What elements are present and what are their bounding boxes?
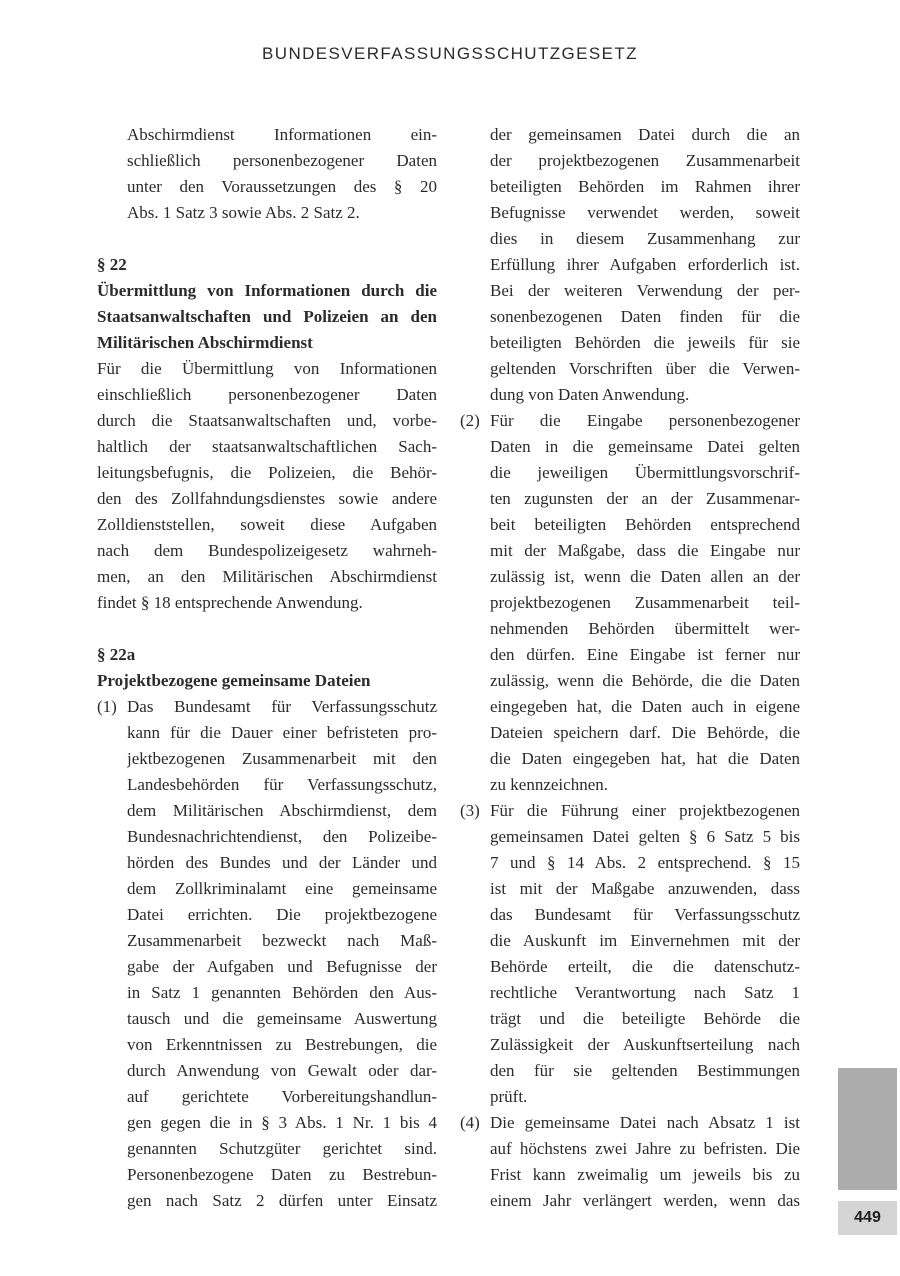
section-number: § 22a [97,645,136,664]
text-line: den des Zollfahndungsdienstes sowie andere [97,489,437,508]
text-line: Abschirmdienst Informationen ein- [127,125,437,144]
text-line: ist mit der Maßgabe anzuwenden, dass [490,879,800,898]
text-line: trägt und die beteiligte Behörde die [490,1009,800,1028]
text-line: kann für die Dauer einer befristeten pro- [127,723,437,742]
text-line: Datei errichten. Die projektbezogene [127,905,437,924]
text-line: durch Anwendung von Gewalt oder dar- [127,1061,437,1080]
numbered-item [460,408,800,798]
text-line: Das Bundesamt für Verfassungsschutz [127,697,437,716]
text-line: einschließlich personenbezogener Daten [97,385,437,404]
item-marker: (4) [460,1113,480,1132]
text-line: durch die Staatsanwaltschaften und, vorbe- [97,411,437,430]
text-line: Bei der weiteren Verwendung der per- [490,281,800,300]
text-line: nach dem Bundespolizeigesetz wahrneh- [97,541,437,560]
numbered-item [460,1110,800,1214]
text-line: Für die Übermittlung von Informationen [97,359,437,378]
text-line: Für die Führung einer projektbezogenen [490,801,800,820]
text-line: findet § 18 entsprechende Anwendung. [97,593,363,612]
text-line: Behörde erteilt, die die datenschutz- [490,957,800,976]
text-line: Zolldienststellen, soweit diese Aufgaben [97,515,437,534]
text-line: Projektbezogene gemeinsame Dateien [97,671,371,690]
text-line: zu kennzeichnen. [490,775,608,794]
text-line: Bundesnachrichtendienst, den Polizeibe- [127,827,437,846]
text-line: beit beteiligten Behörden entsprechend [490,515,800,534]
text-line: projektbezogenen Zusammenarbeit teil- [490,593,800,612]
text-line: der gemeinsamen Datei durch die an [490,125,800,144]
left-text-column [97,122,437,1214]
text-line: das Bundesamt für Verfassungsschutz [490,905,800,924]
text-line: Abs. 1 Satz 3 sowie Abs. 2 Satz 2. [127,203,360,222]
text-line: einem Jahr verlängert werden, wenn das [490,1191,800,1210]
text-line: beteiligten Behörden im Rahmen ihrer [490,177,800,196]
text-line: prüft. [490,1087,528,1106]
item-marker: (3) [460,801,480,820]
paragraph [460,122,800,408]
text-line: Dateien speichern darf. Die Behörde, die [490,723,800,742]
text-line: genannten Schutzgüter gerichtet sind. [127,1139,437,1158]
text-line: dem Zollkriminalamt eine gemeinsame [127,879,437,898]
text-line: dies in diesem Zusammenhang zur [490,229,800,248]
paragraph [97,356,437,616]
text-line: men, an den Militärischen Abschirmdienst [97,567,437,586]
text-line: die Daten eingegeben hat, hat die Daten [490,749,800,768]
text-line: dem Militärischen Abschirmdienst, dem [127,801,437,820]
text-line: Befugnisse verwendet werden, soweit [490,203,800,222]
item-marker: (1) [97,697,117,716]
text-line: Übermittlung von Informationen durch die [97,281,437,300]
section-number: § 22 [97,255,127,274]
text-line: Staatsanwaltschaften und Polizeien an den [97,307,437,326]
page-number: 449 [854,1209,881,1226]
page-number-tab [838,1201,897,1235]
section-title [97,278,437,356]
text-line: zulässig ist, wenn die Daten allen an der [490,567,800,586]
section-title [97,668,437,694]
running-head-title: BUNDESVERFASSUNGSSCHUTZGESETZ [262,44,638,63]
text-line: Die gemeinsame Datei nach Absatz 1 ist [490,1113,800,1132]
text-line: dung von Daten Anwendung. [490,385,690,404]
text-line: Landesbehörden für Verfassungsschutz, [127,775,437,794]
text-line: beteiligten Behörden die jeweils für sie [490,333,800,352]
text-line: gemeinsamen Datei gelten § 6 Satz 5 bis [490,827,800,846]
numbered-item [97,694,437,1214]
text-line: schließlich personenbezogener Daten [127,151,437,170]
item-marker: (2) [460,411,480,430]
text-line: Militärischen Abschirmdienst [97,333,313,352]
text-line: von Erkenntnissen zu Bestrebungen, die [127,1035,437,1054]
text-line: Erfüllung ihrer Aufgaben erforderlich ist. [490,255,800,274]
text-line: leitungsbefugnis, die Polizeien, die Behör- [97,463,437,482]
numbered-item [460,798,800,1110]
text-line: die Auskunft im Einvernehmen mit der [490,931,800,950]
text-line: eingegeben hat, die Daten auch in eigene [490,697,800,716]
text-line: zulässig, wenn die Behörde, die die Daten [490,671,800,690]
text-line: Daten in die gemeinsame Datei gelten [490,437,800,456]
text-line: geltenden Vorschriften über die Verwen- [490,359,800,378]
right-text-column [460,122,800,1214]
paragraph [97,122,437,226]
text-line: haltlich der staatsanwaltschaftlichen Sach- [97,437,437,456]
text-line: nehmenden Behörden übermittelt wer- [490,619,800,638]
text-line: gen gegen die in § 3 Abs. 1 Nr. 1 bis 4 [127,1113,437,1132]
text-line: auf höchstens zwei Jahre zu befristen. Die [490,1139,800,1158]
text-line: Zusammenarbeit bezweckt nach Maß- [127,931,437,950]
text-line: gen nach Satz 2 dürfen unter Einsatz [127,1191,437,1210]
text-line: hörden des Bundes und der Länder und [127,853,437,872]
text-line: sonenbezogenen Daten finden für die [490,307,800,326]
text-line: Zulässigkeit der Auskunftserteilung nach [490,1035,800,1054]
text-line: den dürfen. Eine Eingabe ist ferner nur [490,645,800,664]
text-line: gabe der Aufgaben und Befugnisse der [127,957,437,976]
text-line: Personenbezogene Daten zu Bestrebun- [127,1165,437,1184]
text-line: ten zugunsten der an der Zusammenar- [490,489,800,508]
text-line: Für die Eingabe personenbezogener [490,411,800,430]
text-line: auf gerichtete Vorbereitungshandlun- [127,1087,437,1106]
text-line: 7 und § 14 Abs. 2 entsprechend. § 15 [490,853,800,872]
text-line: unter den Voraussetzungen des § 20 [127,177,437,196]
chapter-thumb-index-tab [838,1068,897,1190]
text-line: der projektbezogenen Zusammenarbeit [490,151,800,170]
text-line: den für sie geltenden Bestimmungen [490,1061,800,1080]
text-line: in Satz 1 genannten Behörden den Aus- [127,983,437,1002]
text-line: rechtliche Verantwortung nach Satz 1 [490,983,800,1002]
text-line: tausch und die gemeinsame Auswertung [127,1009,437,1028]
text-line: die jeweiligen Übermittlungsvorschrif- [490,463,800,482]
text-line: Frist kann zweimalig um jeweils bis zu [490,1165,800,1184]
text-line: mit der Maßgabe, dass die Eingabe nur [490,541,800,560]
text-line: jektbezogenen Zusammenarbeit mit den [127,749,437,768]
